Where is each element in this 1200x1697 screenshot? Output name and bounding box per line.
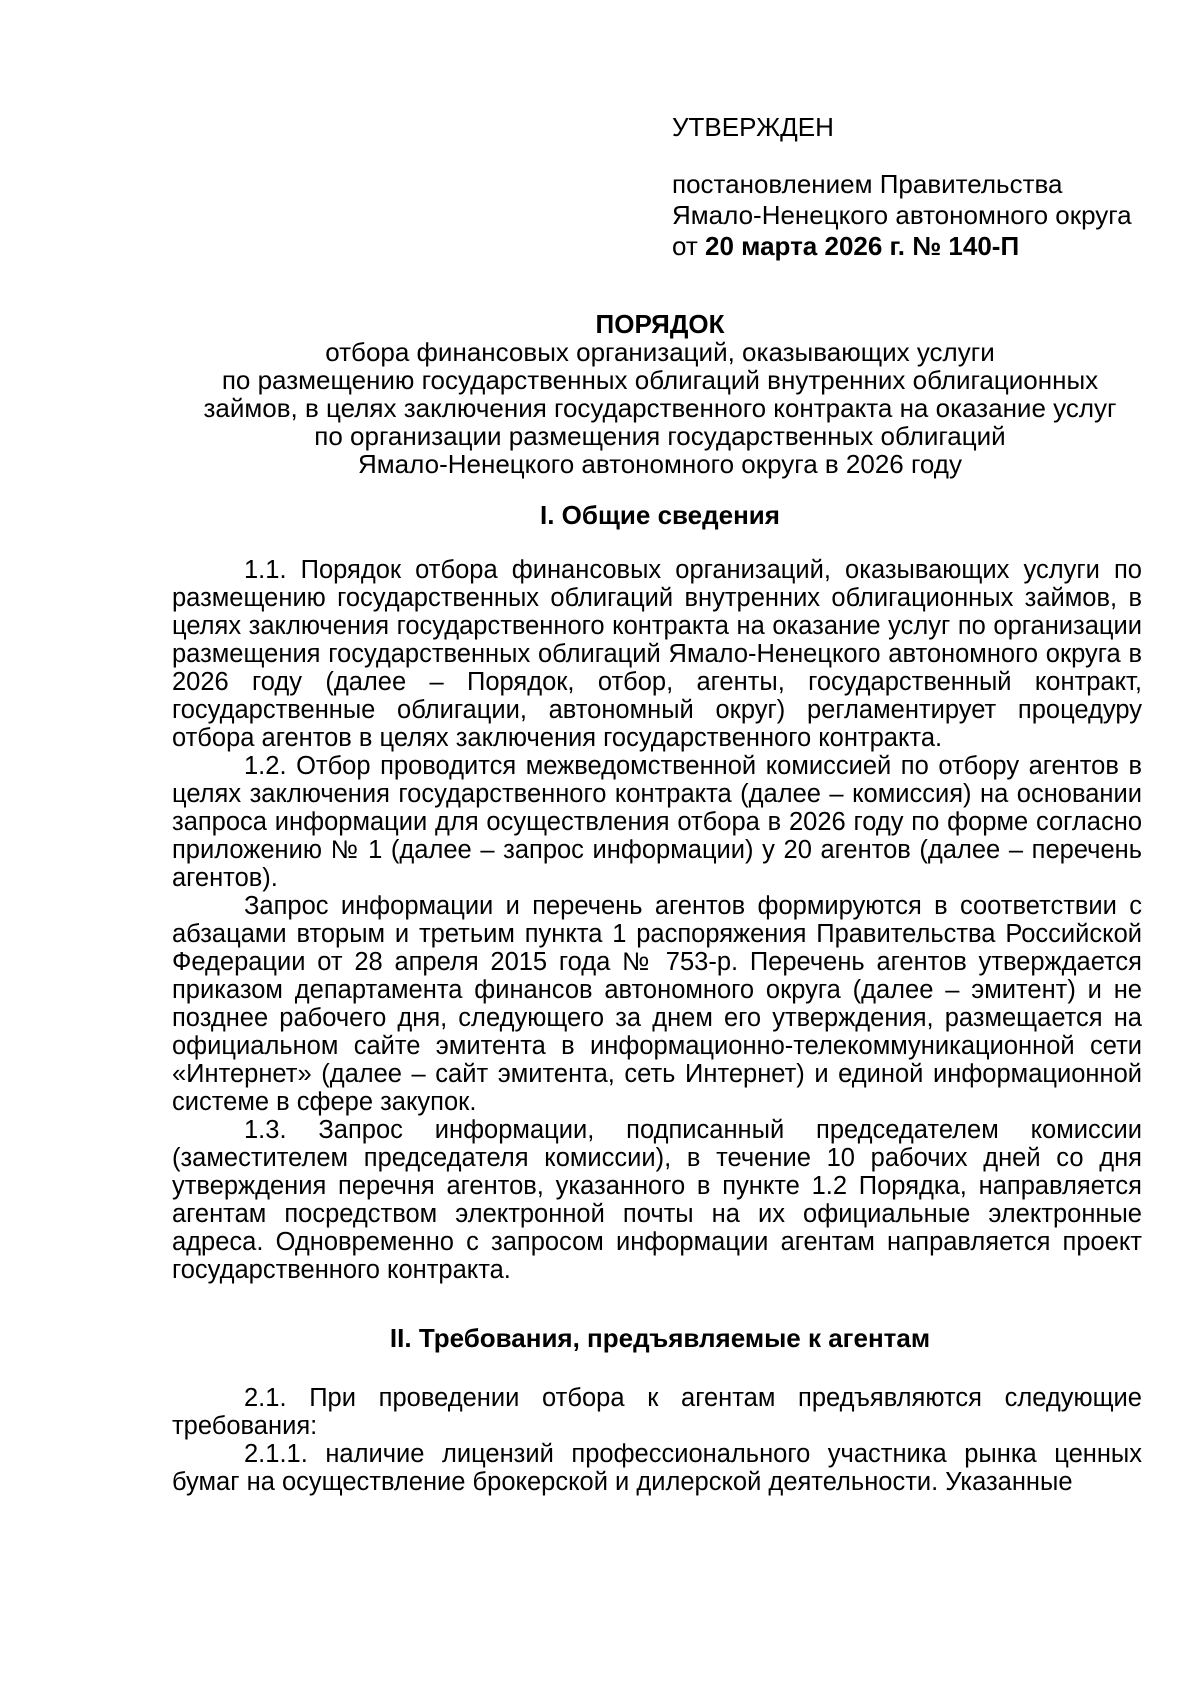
approval-line-2: Ямало-Ненецкого автономного округа (672, 200, 1132, 230)
section-1-body (172, 556, 1142, 1284)
approval-date-line (672, 231, 1152, 262)
title-line: по организации размещения государственных облигаций (314, 421, 1006, 451)
section-2-heading: II. Требования, предъявляемые к агентам (389, 1323, 931, 1353)
paragraph-1-1: 1.1. Порядок отбора финансовых организаций, оказывающих услуги по размещению государственных облигаций внутренних облигационных займов, в целях заключения государственного контракта на оказание услуг по организации размещения государственных облигаций Ямало-Ненецкого автономного округа в 2026 году (далее – Порядок, отбор, агенты, государственный контракт, государственные облигации, автономный округ) регламентирует процедуру отбора агентов в целях заключения государственного контракта. (172, 556, 1142, 752)
document-type: ПОРЯДОК (595, 309, 725, 339)
document-title (120, 310, 1200, 478)
paragraph-2-1-1: 2.1.1. наличие лицензий профессионального участника рынка ценных бумаг на осуществление брокерской и дилерской деятельности. Указанные (172, 1440, 1142, 1496)
paragraph-1-3: 1.3. Запрос информации, подписанный председателем комиссии (заместителем председателя комиссии), в течение 10 рабочих дней со дня утверждения перечня агентов, указанного в пункте 1.2 Порядка, направляется агентам посредством электронной почты на их официальные электронные адреса. Одновременно с запросом информации агентам направляется проект государственного контракта. (172, 1116, 1142, 1284)
paragraph-1-2-cont: Запрос информации и перечень агентов формируются в соответствии с абзацами вторым и третьим пункта 1 распоряжения Правительства Российской Федерации от 28 апреля 2015 года № 753-р. Перечень агентов утверждается приказом департамента финансов автономного округа (далее – эмитент) и не позднее рабочего дня, следующего за днем его утверждения, размещается на официальном сайте эмитента в информационно-телекоммуникационной сети «Интернет» (далее – сайт эмитента, сеть Интернет) и единой информационной системе в сфере закупок. (172, 892, 1142, 1116)
paragraph-1-2: 1.2. Отбор проводится межведомственной комиссией по отбору агентов в целях заключения государственного контракта (далее – комиссия) на основании запроса информации для осуществления отбора в 2026 году по форме согласно приложению № 1 (далее – запрос информации) у 20 агентов (далее – перечень агентов). (172, 752, 1142, 892)
section-2-body (172, 1384, 1142, 1496)
approval-date-number: 20 марта 2026 г. № 140-П (705, 231, 1020, 261)
title-line: отбора финансовых организаций, оказывающих услуги (325, 337, 995, 367)
approval-block (672, 112, 1152, 262)
paragraph-2-1: 2.1. При проведении отбора к агентам предъявляются следующие требования: (172, 1384, 1142, 1440)
title-line: Ямало-Ненецкого автономного округа в 2026 году (358, 449, 962, 479)
section-1-heading: I. Общие сведения (540, 500, 780, 530)
approval-stamp: УТВЕРЖДЕН (672, 112, 834, 142)
approval-line-1: постановлением Правительства (672, 169, 1063, 199)
approval-date-prefix: от (672, 231, 706, 261)
title-line: по размещению государственных облигаций внутренних облигационных (221, 365, 1099, 395)
title-line: займов, в целях заключения государственного контракта на оказание услуг (203, 393, 1117, 423)
